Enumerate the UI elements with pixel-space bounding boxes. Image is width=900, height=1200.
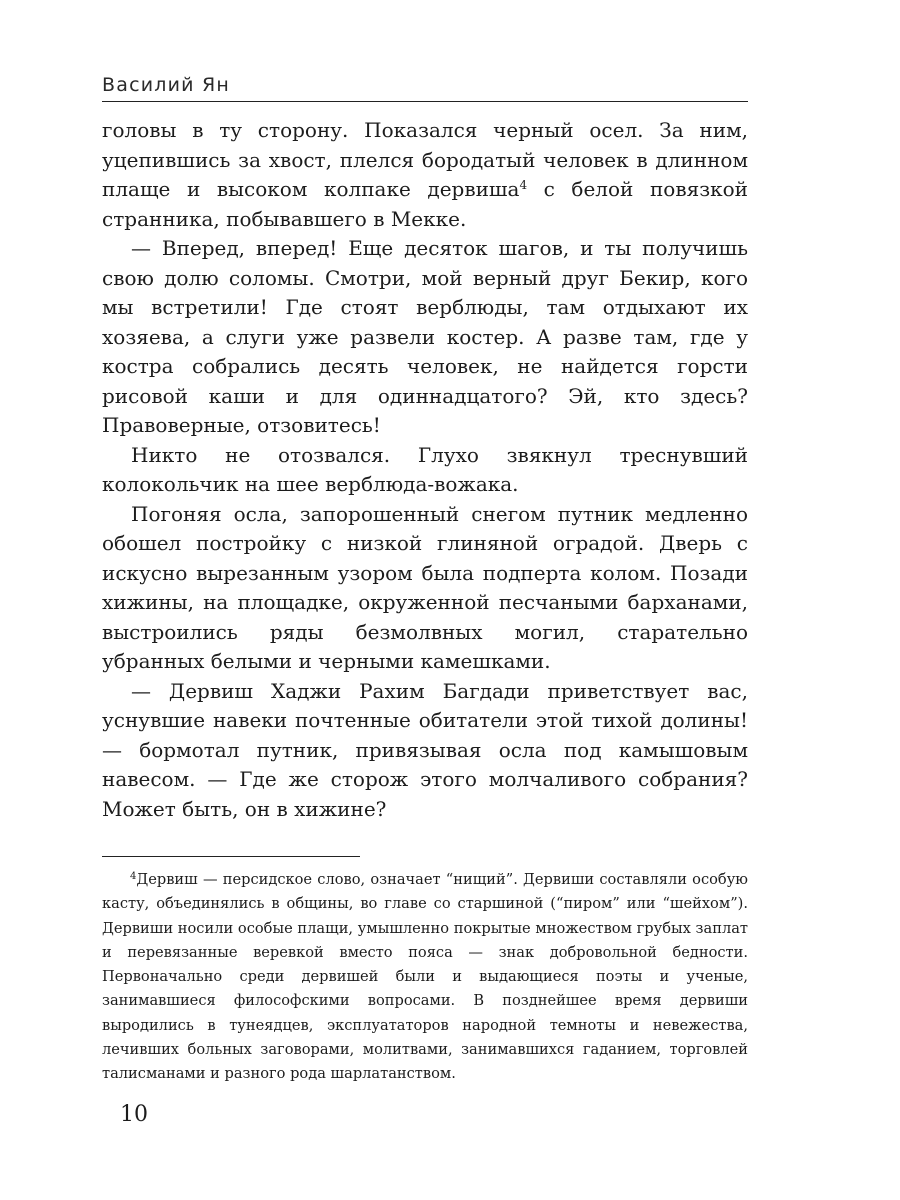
page-number: 10 [120,1102,148,1127]
book-page [102,0,748,1200]
footnote-reference-4[interactable]: 4 [519,178,528,192]
footnote-number: 4 [130,871,137,882]
paragraph-2: — Вперед, вперед! Еще десяток шагов, и ты получишь свою долю соломы. Смотри, мой верный друг Бекир, кого мы встретили! Где стоят верблюды, там отдыхают их хозяева, а слуги уже развели костер. А разве там, где у костра собрались десять человек, не найдется горсти рисовой каши и для одиннадцатого? Эй, кто здесь? Правоверные, отзовитесь! [102,236,748,437]
paragraph-1 [102,116,748,234]
footnote-rule [102,856,360,857]
body-text [102,116,748,824]
running-header-author: Василий Ян [102,74,230,96]
paragraph-3: Никто не отозвался. Глухо звякнул треснувший колокольчик на шее верблюда-вожака. [102,442,748,496]
paragraph-1-text-before: головы в ту сторону. Показался черный осел. За ним, уцепившись за хвост, плелся бородатый человек в длинном плаще и высоком колпаке дервиша [102,118,748,201]
footnote-4 [102,868,748,1087]
paragraph-1-text-after: с белой повязкой странника, побывавшего в Мекке. [102,177,748,231]
header-rule [102,101,748,102]
paragraph-4: Погоняя осла, запорошенный снегом путник медленно обошел постройку с низкой глиняной оградой. Дверь с искусно вырезанным узором была подперта колом. Позади хижины, на площадке, окруженной песчаными барханами, выстроились ряды безмолвных могил, старательно убранных белыми и черными камешками. [102,501,748,673]
footnote-text: Дервиш — персидское слово, означает “нищий”. Дервиши составляли особую касту, объединялись в общины, во главе со старшиной (“пиром” или “шейхом”). Дервиши носили особые плащи, умышленно покрытые множеством грубых заплат и перевязанные веревкой вместо пояса — знак добровольной бедности. Первоначально среди дервишей были и выдающиеся поэты и ученые, занимавшиеся философскими вопросами. В позднейшее время дервиши выродились в тунеядцев, эксплуататоров народной темноты и невежества, лечивших больных заговорами, молитвами, занимавшихся гаданием, торговлей талисманами и разного рода шарлатанством. [102,871,748,1083]
paragraph-5: — Дервиш Хаджи Рахим Багдади приветствует вас, уснувшие навеки почтенные обитатели этой тихой долины! — бормотал путник, привязывая осла под камышовым навесом. — Где же сторож этого молчаливого собрания? Может быть, он в хижине? [102,678,748,821]
